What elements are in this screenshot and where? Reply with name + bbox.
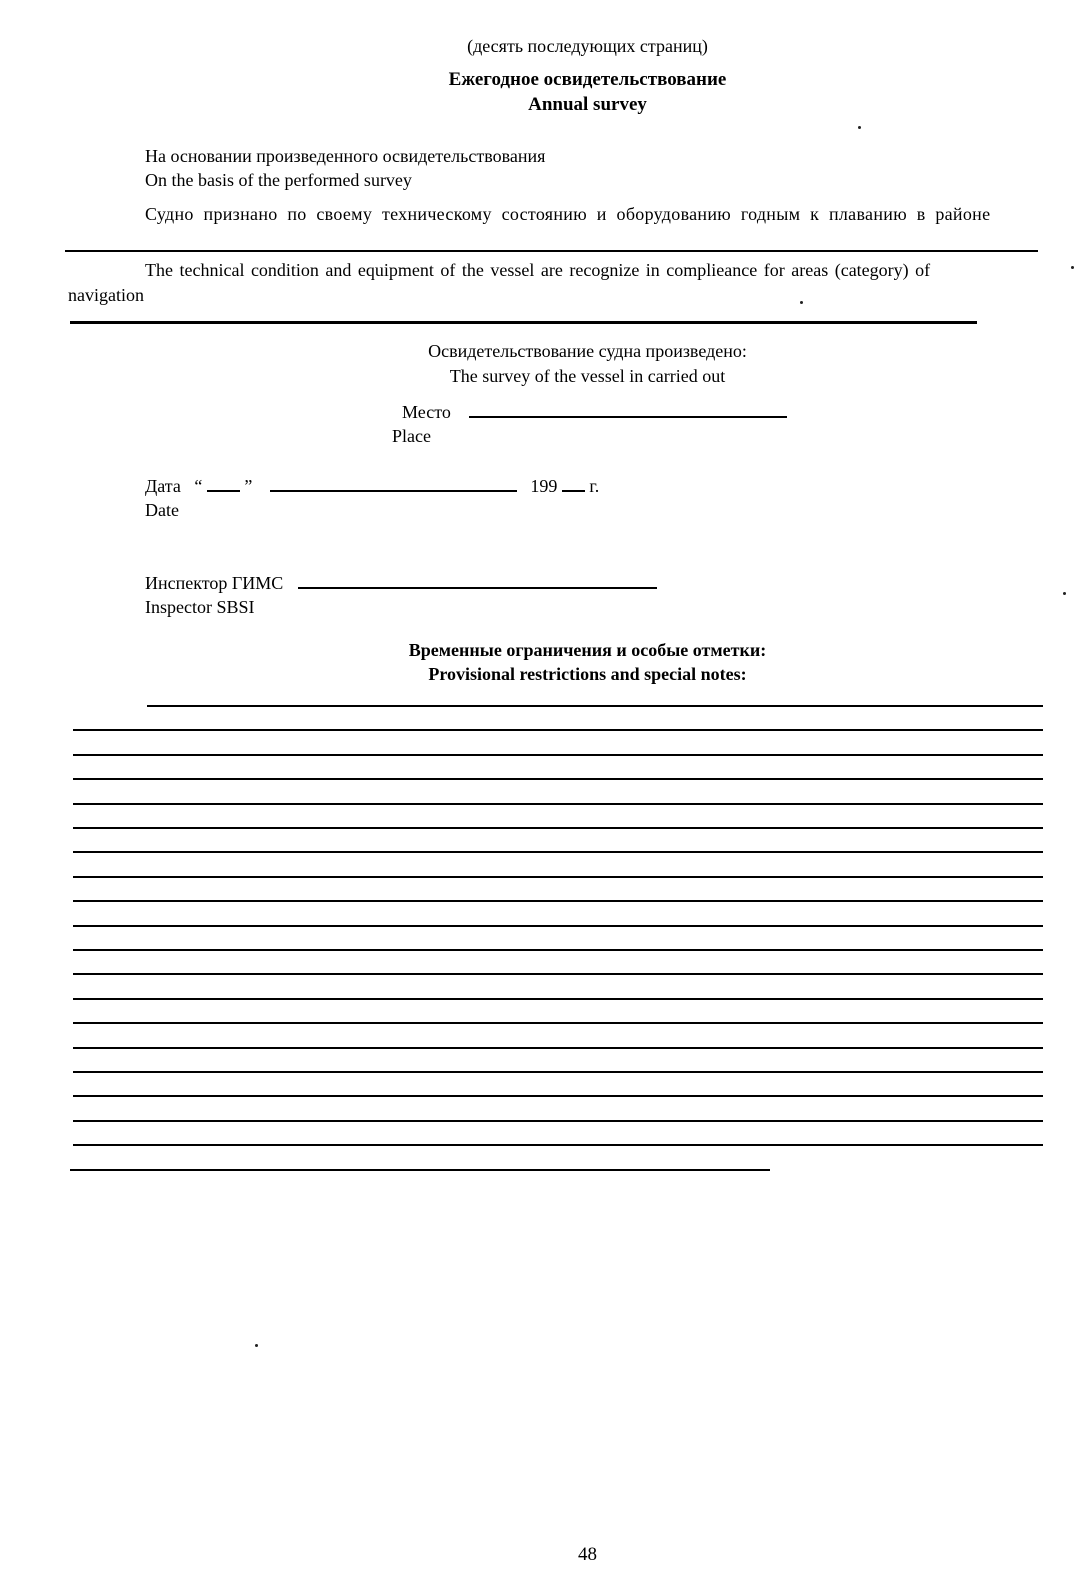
blank-writing-line [73,1047,1043,1049]
date-year-prefix: 199 [530,476,558,496]
scan-speck [1071,266,1074,269]
date-quote-close: ” [244,476,253,496]
scan-speck [800,301,803,304]
inspector-label-en: Inspector SBSI [145,597,255,617]
blank-writing-line [73,1022,1043,1024]
blank-writing-line [73,900,1043,902]
notes-heading-en: Provisional restrictions and special notes: [428,664,747,684]
blank-writing-line [73,778,1043,780]
scan-speck [1063,592,1066,595]
inspector-row [145,572,657,594]
document-title-ru: Ежегодное освидетельствование [448,69,727,90]
blank-writing-line [73,998,1043,1000]
survey-performed-ru: Освидетельствование судна произведено: [428,341,747,361]
blank-writing-line [147,705,1043,707]
blank-writing-line [73,1095,1043,1097]
pages-note: (десять последующих страниц) [467,36,708,56]
scan-speck [858,126,861,129]
date-label-ru: Дата [145,476,181,496]
scan-speck [255,1344,258,1347]
place-label-ru: Место [402,402,451,422]
recognition-en-line1: The technical condition and equipment of the vessel are recognize in complieance for areas (category) of [145,260,931,280]
basis-text-en: On the basis of the performed survey [145,170,412,190]
place-row [402,401,787,423]
page-number: 48 [578,1544,597,1565]
blank-writing-line [70,1169,770,1171]
place-blank-field [469,401,787,418]
recognition-text-en [68,258,1043,308]
blank-writing-line [73,949,1043,951]
horizontal-rule-1 [65,250,1038,252]
recognition-text-ru: Судно признано по своему техническому состоянию и оборудованию годным к плаванию в районе [145,204,991,224]
basis-text-ru: На основании произведенного освидетельствования [145,146,546,166]
blank-writing-line [73,827,1043,829]
recognition-en-line2: navigation [68,285,144,305]
date-quote-open: “ [194,476,203,496]
document-title-en: Annual survey [528,94,647,115]
place-label-en: Place [392,426,431,446]
blank-writing-line [73,803,1043,805]
inspector-label-ru: Инспектор ГИМС [145,573,284,593]
date-year-blank [562,475,585,492]
blank-writing-line [73,754,1043,756]
date-label-en: Date [145,500,179,520]
blank-writing-line [73,729,1043,731]
inspector-signature-blank [298,572,657,589]
notes-heading-ru: Временные ограничения и особые отметки: [408,640,767,660]
blank-writing-line [73,851,1043,853]
blank-writing-line [73,1120,1043,1122]
horizontal-rule-2 [70,321,977,324]
blank-writing-line [73,973,1043,975]
blank-writing-line [73,1144,1043,1146]
date-row [145,475,599,497]
blank-writing-line [73,925,1043,927]
date-day-blank [207,475,240,492]
date-month-blank [270,475,517,492]
blank-writing-line [73,876,1043,878]
survey-performed-en: The survey of the vessel in carried out [449,366,726,386]
blank-writing-line [73,1071,1043,1073]
date-year-suffix: г. [589,476,600,496]
